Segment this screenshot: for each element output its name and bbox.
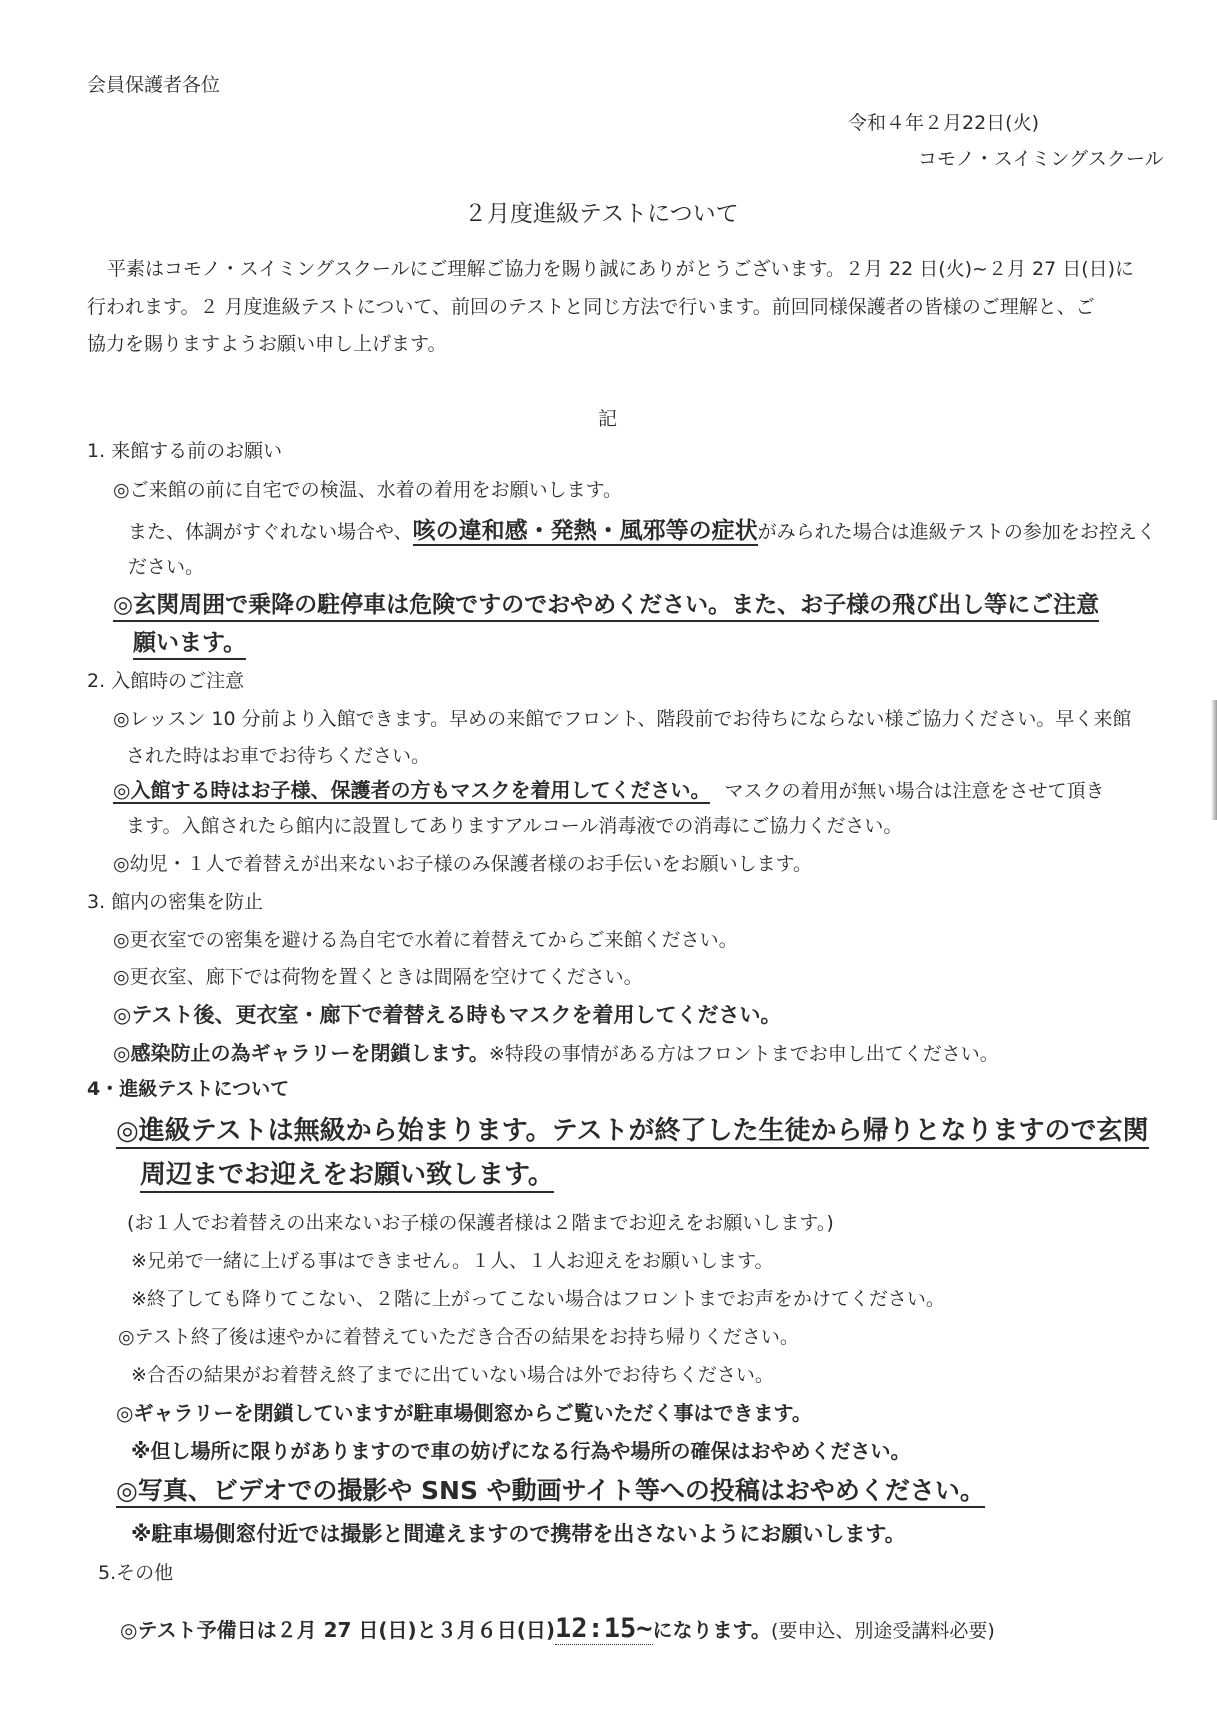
section-2-line-5: ◎幼児・１人で着替えが出来ないお子様のみ保護者様のお手伝いをお願いします。 <box>113 853 813 875</box>
intro-line-3: 協力を賜りますようお願い申し上げます。 <box>87 333 447 355</box>
section-3-line-4 <box>113 1041 999 1066</box>
section-4-heading: 4・進級テストについて <box>87 1078 290 1100</box>
section-3-line-4-post: ※特段の事情がある方はフロントまでお申し出てください。 <box>488 1043 999 1065</box>
section-2-heading: 2. 入館時のご注意 <box>87 670 245 692</box>
section-4-line-1: ◎進級テストは無級から始まります。テストが終了した生徒から帰りとなりますので玄関 <box>116 1116 1149 1149</box>
section-1-line-1: ◎ご来館の前に自宅での検温、水着の着用をお願いします。 <box>113 479 623 501</box>
document-title: ２月度進級テストについて <box>464 201 739 227</box>
section-1-line-4: ◎玄関周囲で乗降の駐停車は危険ですのでおやめください。また、お子様の飛び出し等にご注意 <box>113 592 1099 622</box>
section-5-heading: 5.その他 <box>98 1562 174 1584</box>
scan-edge-shadow <box>1211 700 1217 820</box>
section-4-line-11: ※駐車場側窓付近では撮影と間違えますので携帯を出さないようにお願いします。 <box>131 1522 906 1546</box>
section-2-mask-notice: ◎入館する時はお子様、保護者の方もマスクを着用してください。 <box>113 778 711 802</box>
addressee: 会員保護者各位 <box>87 74 221 96</box>
section-4-line-9: ※但し場所に限りがありますので車の妨げになる行為や場所の確保はおやめください。 <box>131 1439 911 1463</box>
section-2-line-3-post: マスクの着用が無い場合は注意をさせて頂き <box>724 780 1105 802</box>
issue-date: 令和４年２月22日(火) <box>848 112 1040 134</box>
section-2-line-2: された時はお車でお待ちください。 <box>126 745 431 767</box>
section-2-line-4: ます。入館されたら館内に設置してありますアルコール消毒液での消毒にご協力ください。 <box>126 815 903 837</box>
section-4-line-10: ◎写真、ビデオでの撮影や SNS や動画サイト等への投稿はおやめください。 <box>116 1476 985 1508</box>
section-1-line-2-symptoms: 咳の違和感・発熱・風邪等の症状 <box>412 518 758 544</box>
section-2-line-1: ◎レッスン 10 分前より入館できます。早めの来館でフロント、階段前でお待ちにならない様ご協力ください。早く来館 <box>113 708 1132 730</box>
section-1-line-2 <box>128 518 1156 546</box>
intro-line-1: 平素はコモノ・スイミングスクールにご理解ご協力を賜り誠にありがとうございます。２月 22 日(火)~２月 27 日(日)に <box>107 258 1135 280</box>
section-3-line-1: ◎更衣室での密集を避ける為自宅で水着に着替えてからご来館ください。 <box>113 929 738 951</box>
section-4-line-7: ※合否の結果がお着替え終了までに出ていない場合は外でお待ちください。 <box>131 1364 774 1386</box>
section-3-gallery-closed: ◎感染防止の為ギャラリーを閉鎖します。 <box>113 1041 489 1065</box>
section-4-line-2: 周辺までお迎えをお願い致します。 <box>140 1160 554 1193</box>
section-4-line-5: ※終了しても降りてこない、２階に上がってこない場合はフロントまでお声をかけてください。 <box>131 1288 945 1310</box>
sender-name: コモノ・スイミングスクール <box>918 148 1164 170</box>
section-1-line-2-post: がみられた場合は進級テストの参加をお控えく <box>757 521 1156 543</box>
section-5-line-1-post: (要申込、別途受講料必要) <box>770 1620 995 1642</box>
section-3-line-3: ◎テスト後、更衣室・廊下で着替える時もマスクを着用してください。 <box>113 1003 782 1027</box>
section-1-heading: 1. 来館する前のお願い <box>87 440 283 462</box>
section-5-line-1-mid: になります。 <box>652 1618 771 1642</box>
section-1-line-5: 願います。 <box>133 630 246 660</box>
section-3-line-2: ◎更衣室、廊下では荷物を置くときは間隔を空けてください。 <box>113 966 643 988</box>
section-4-line-6: ◎テスト終了後は速やかに着替えていただき合否の結果をお持ち帰りください。 <box>118 1326 799 1348</box>
section-4-line-3: (お１人でお着替えの出来ないお子様の保護者様は２階までお迎えをお願いします。) <box>127 1212 834 1234</box>
section-2-line-3 <box>113 778 1104 803</box>
section-4-line-8: ◎ギャラリーを閉鎖していますが駐車場側窓からご覧いただく事はできます。 <box>116 1401 812 1425</box>
section-1-line-2-pre: また、体調がすぐれない場合や、 <box>128 521 413 543</box>
ki-marker: 記 <box>598 408 618 430</box>
section-5-time: 12:15~ <box>554 1613 653 1644</box>
section-3-heading: 3. 館内の密集を防止 <box>87 891 264 913</box>
section-1-line-3: ださい。 <box>128 556 205 578</box>
intro-line-2: 行われます。２ 月度進級テストについて、前回のテストと同じ方法で行います。前回同様保護者の皆様のご理解と、ご <box>87 296 1095 318</box>
section-5-reserve-dates: ◎テスト予備日は２月 27 日(日)と３月６日(日) <box>120 1618 555 1642</box>
section-5-line-1 <box>120 1613 995 1645</box>
section-4-line-4: ※兄弟で一緒に上げる事はできません。１人、１人お迎えをお願いします。 <box>131 1250 774 1272</box>
